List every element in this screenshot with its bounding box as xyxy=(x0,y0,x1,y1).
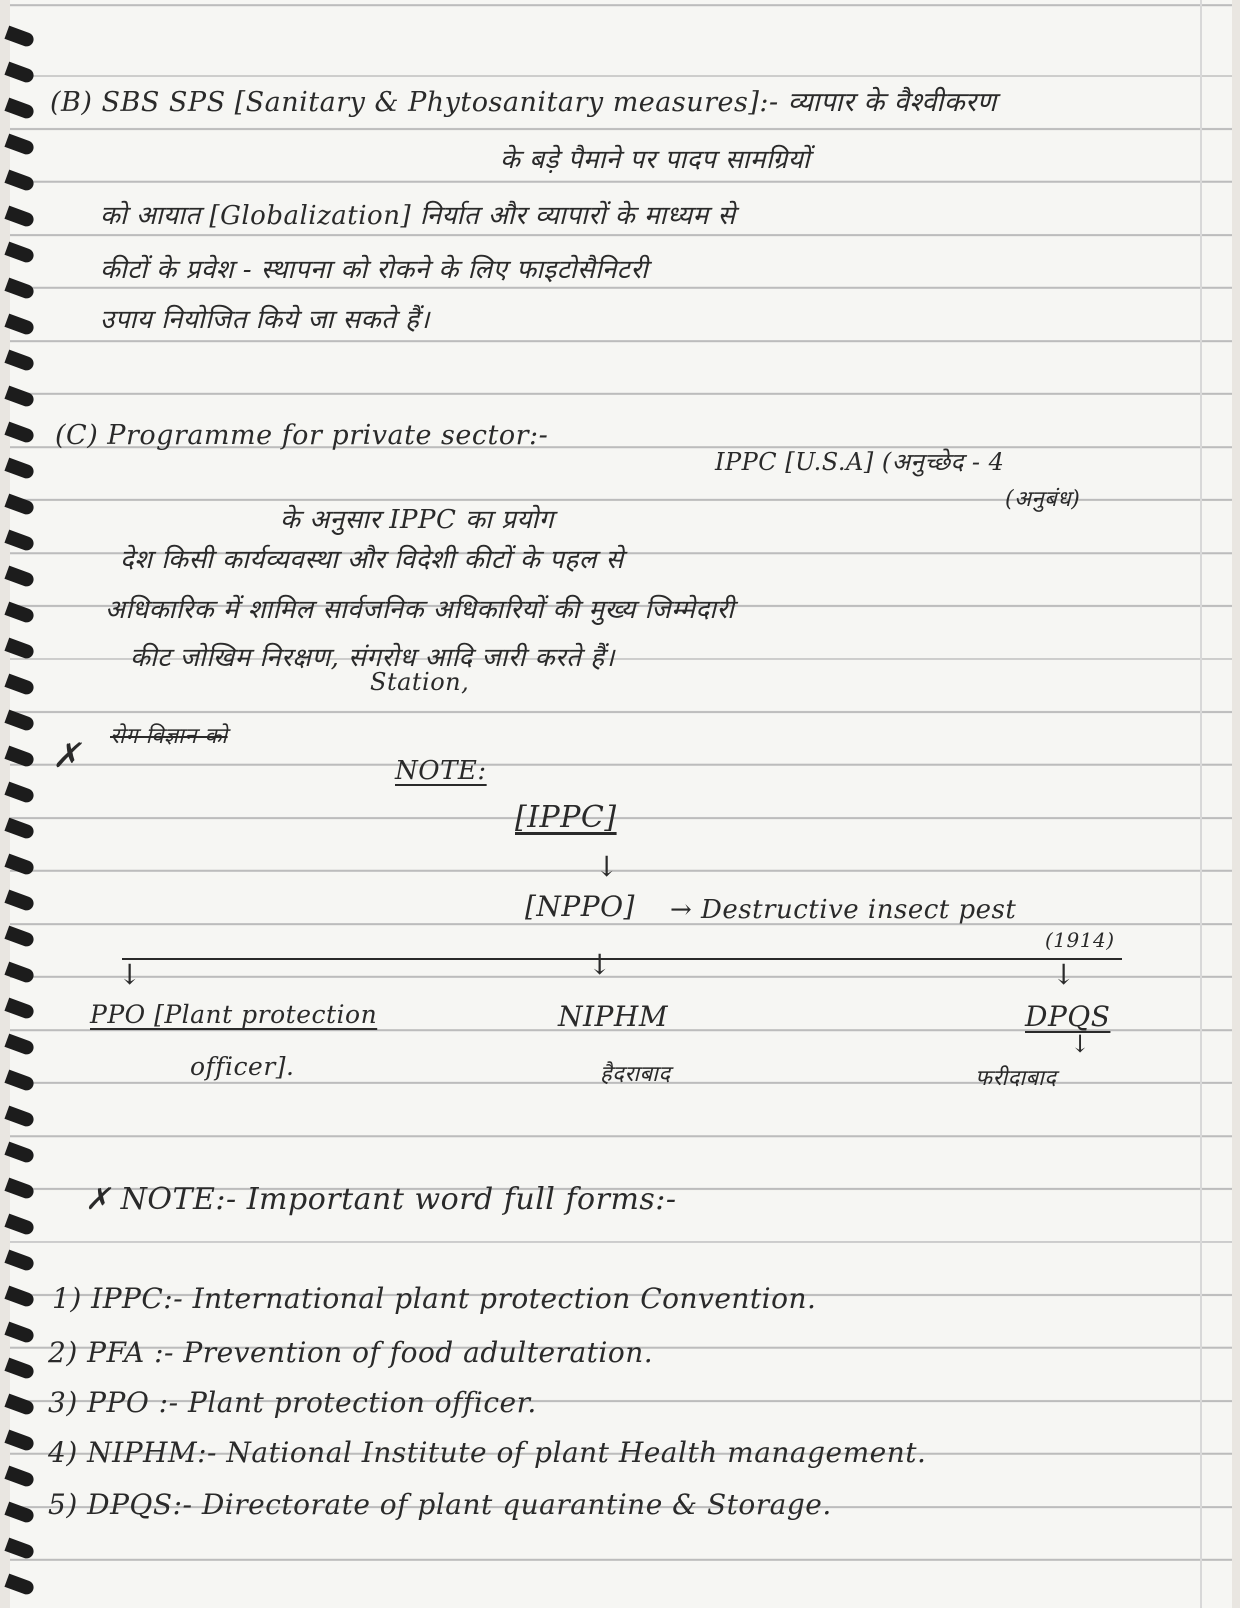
spiral-ring xyxy=(4,998,35,1021)
margin-line xyxy=(1200,0,1202,1608)
spiral-ring xyxy=(4,98,35,121)
section-b-line-2: के बड़े पैमाने पर पादप सामग्रियों xyxy=(500,145,811,175)
spiral-ring xyxy=(4,1322,35,1345)
ppo-node-line-2: officer]. xyxy=(190,1052,295,1081)
spiral-ring xyxy=(4,1574,35,1597)
full-form-item: 2) PFA :- Prevention of food adulteration. xyxy=(48,1336,654,1369)
full-form-item: 5) DPQS:- Directorate of plant quarantine & Storage. xyxy=(48,1488,832,1521)
ippc-node: [IPPC] xyxy=(515,800,617,835)
niphm-node: NIPHM xyxy=(558,1000,668,1033)
spiral-ring xyxy=(4,1358,35,1381)
spiral-ring xyxy=(4,1286,35,1309)
spiral-ring xyxy=(4,962,35,985)
spiral-ring xyxy=(4,1538,35,1561)
spiral-ring xyxy=(4,422,35,445)
section-c-line-3: देश किसी कार्यव्यवस्था और विदेशी कीटों के पहल से xyxy=(120,545,624,575)
ppo-node-line-1: PPO [Plant protection xyxy=(90,1000,378,1029)
spiral-ring xyxy=(4,1214,35,1237)
spiral-ring xyxy=(4,314,35,337)
notebook-page xyxy=(10,0,1232,1608)
spiral-ring xyxy=(4,854,35,877)
spiral-ring xyxy=(4,1394,35,1417)
niphm-city: हैदराबाद xyxy=(600,1062,671,1087)
spiral-ring xyxy=(4,1106,35,1129)
spiral-ring xyxy=(4,134,35,157)
down-arrow-icon: ↓ xyxy=(588,948,612,981)
section-c-station: Station, xyxy=(370,668,470,696)
nppo-node: [NPPO] xyxy=(525,890,635,923)
spiral-ring xyxy=(4,242,35,265)
spiral-ring xyxy=(4,26,35,49)
spiral-ring xyxy=(4,1070,35,1093)
destructive-insect-pest: → Destructive insect pest xyxy=(670,895,1017,925)
pest-act-year: (1914) xyxy=(1045,928,1115,952)
spiral-ring xyxy=(4,602,35,625)
section-c-heading: (C) Programme for private sector:- xyxy=(55,420,549,451)
spiral-ring xyxy=(4,890,35,913)
spiral-ring xyxy=(4,782,35,805)
section-c-anubandh: (अनुबंध) xyxy=(1005,487,1081,512)
full-form-item: 1) IPPC:- International plant protection Convention. xyxy=(52,1282,817,1315)
full-form-item: 3) PPO :- Plant protection officer. xyxy=(48,1386,537,1419)
spiral-ring xyxy=(4,206,35,229)
cross-mark-icon: ✗ xyxy=(52,736,81,776)
spiral-ring xyxy=(4,530,35,553)
spiral-ring xyxy=(4,458,35,481)
full-forms-heading: ✗ NOTE:- Important word full forms:- xyxy=(85,1182,677,1217)
spiral-ring xyxy=(4,494,35,517)
spiral-ring xyxy=(4,1142,35,1165)
spiral-ring xyxy=(4,1502,35,1525)
spiral-ring xyxy=(4,62,35,85)
spiral-ring xyxy=(4,1034,35,1057)
section-c-line-2: के अनुसार IPPC का प्रयोग xyxy=(280,505,554,535)
branch-line xyxy=(122,958,1122,960)
spiral-ring xyxy=(4,1466,35,1489)
spiral-ring xyxy=(4,926,35,949)
spiral-ring xyxy=(4,1430,35,1453)
section-b-line-5: उपाय नियोजित किये जा सकते हैं। xyxy=(100,305,430,335)
spiral-ring xyxy=(4,566,35,589)
section-c-line-4: अधिकारिक में शामिल सार्वजनिक अधिकारियों की मुख्य जिम्मेदारी xyxy=(105,595,735,625)
dpqs-node: DPQS xyxy=(1025,1000,1111,1033)
spiral-ring xyxy=(4,710,35,733)
down-arrow-icon: ↓ xyxy=(1052,958,1076,991)
spiral-ring xyxy=(4,638,35,661)
spiral-ring xyxy=(4,674,35,697)
full-form-item: 4) NIPHM:- National Institute of plant Health management. xyxy=(48,1436,927,1469)
spiral-ring xyxy=(4,278,35,301)
spiral-ring xyxy=(4,1250,35,1273)
spiral-ring xyxy=(4,170,35,193)
spiral-ring xyxy=(4,386,35,409)
section-c-line-5: कीट जोखिम निरक्षण, संगरोध आदि जारी करते हैं। xyxy=(130,643,615,673)
down-arrow-icon: ↓ xyxy=(118,958,142,991)
spiral-ring xyxy=(4,746,35,769)
struck-text: रोग विज्ञान को xyxy=(110,724,228,749)
down-arrow-icon: ↓ xyxy=(1070,1030,1091,1058)
spiral-ring xyxy=(4,818,35,841)
section-b-heading: (B) SBS SPS [Sanitary & Phytosanitary measures]:- व्यापार के वैश्वीकरण xyxy=(50,87,997,118)
dpqs-city: फरीदाबाद xyxy=(975,1066,1057,1091)
spiral-ring xyxy=(4,1178,35,1201)
section-b-line-4: कीटों के प्रवेश - स्थापना को रोकने के लिए फाइटोसैनिटरी xyxy=(100,255,649,285)
spiral-ring xyxy=(4,350,35,373)
note-label: NOTE: xyxy=(395,756,487,786)
section-b-line-3: को आयात [Globalization] निर्यात और व्यापारों के माध्यम से xyxy=(100,201,736,231)
down-arrow-icon: ↓ xyxy=(595,850,619,883)
section-c-ippc-usa: IPPC [U.S.A] (अनुच्छेद - 4 xyxy=(715,448,1005,476)
